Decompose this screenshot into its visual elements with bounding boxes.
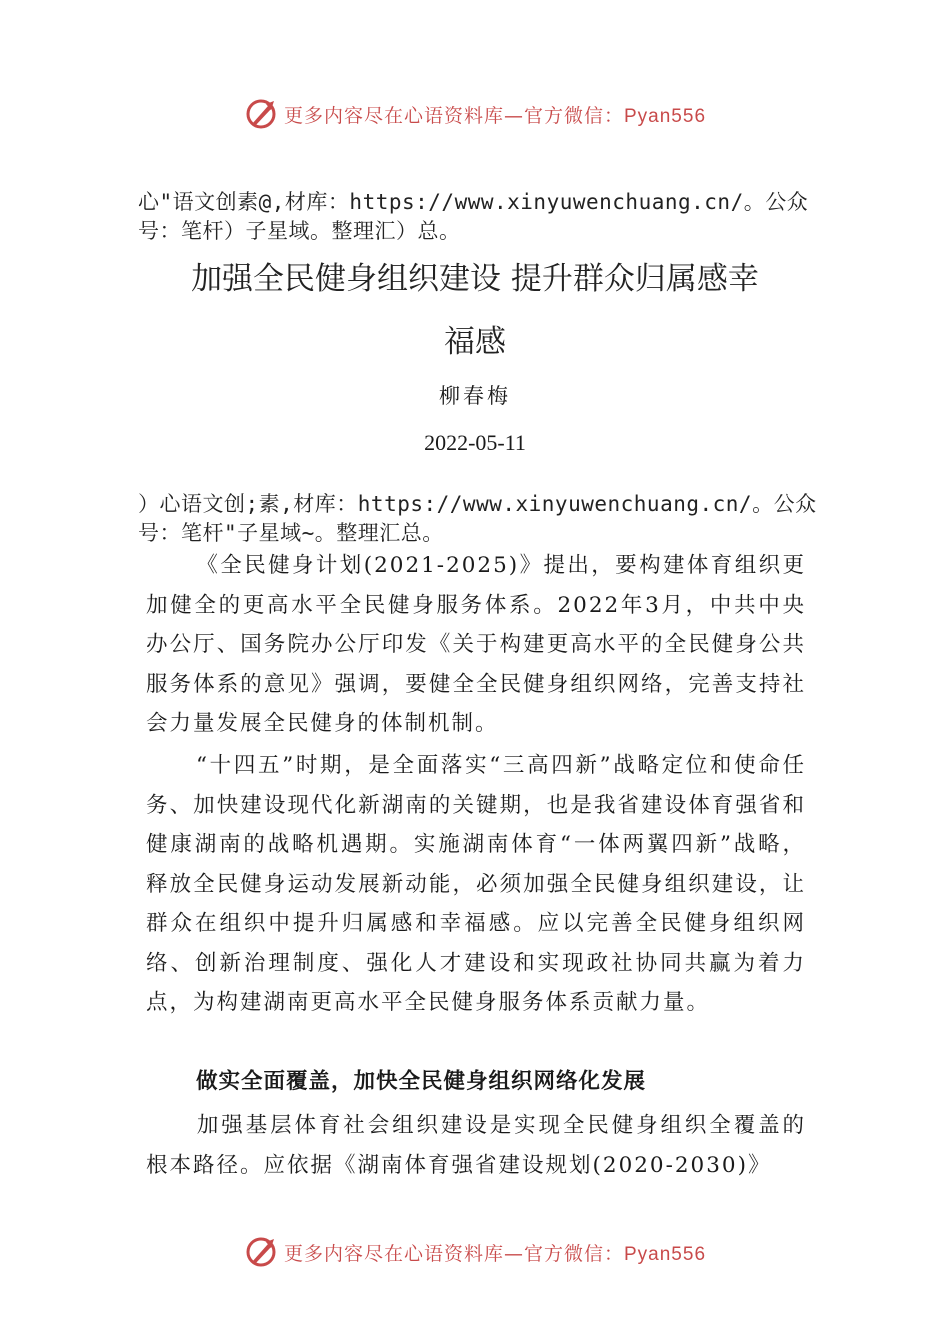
banner-text <box>284 101 706 128</box>
footer-banner-text <box>284 1239 706 1266</box>
watermark-text-1: 心"语文创素@,材库：https://www.xinyuwenchuang.cn/。公众号：笔杆）子星域。整理汇）总。 <box>138 190 809 243</box>
footer-banner <box>0 1232 950 1272</box>
quill-seal-icon <box>244 1235 278 1269</box>
paragraph-1 <box>146 546 806 744</box>
footer-banner-label: 更多内容尽在心语资料库—官方微信： <box>283 1242 624 1265</box>
title-line-2: 福感 <box>444 324 506 360</box>
watermark-text-2: ）心语文创;素,材库：https://www.xinyuwenchuang.cn/。公众号：笔杆"子星域~。整理汇总。 <box>138 492 817 545</box>
paragraph-3-text: 加强基层体育社会组织建设是实现全民健身组织全覆盖的根本路径。应依据《湖南体育强省建设规划(2020-2030)》 <box>146 1113 806 1178</box>
footer-banner-wechat-id: Pyan556 <box>624 1243 707 1265</box>
paragraph-1-text: 《全民健身计划(2021-2025)》提出，要构建体育组织更加健全的更高水平全民健身服务体系。2022年3月，中共中央办公厅、国务院办公厅印发《关于构建更高水平的全民健身公共服务体系的意见》强调，要健全全民健身组织网络，完善支持社会力量发展全民健身的体制机制。 <box>146 553 806 736</box>
quill-seal-icon <box>244 97 278 131</box>
banner-label: 更多内容尽在心语资料库—官方微信： <box>283 104 624 127</box>
header-banner <box>0 94 950 134</box>
paragraph-3 <box>146 1106 806 1185</box>
paragraph-2 <box>146 746 806 1023</box>
author-name: 柳春梅 <box>439 384 511 408</box>
title-line-1: 加强全民健身组织建设 提升群众归属感幸 <box>191 261 759 297</box>
publish-date: 2022-05-11 <box>424 430 526 455</box>
paragraph-2-text: “十四五”时期，是全面落实“三高四新”战略定位和使命任务、加快建设现代化新湖南的关键期，也是我省建设体育强省和健康湖南的战略机遇期。实施湖南体育“一体两翼四新”战略，释放全民健身运动发展新动能，必须加强全民健身组织建设，让群众在组织中提升归属感和幸福感。应以完善全民健身组织网络、创新治理制度、强化人才建设和实现政社协同共赢为着力点，为构建湖南更高水平全民健身服务体系贡献力量。 <box>146 753 806 1015</box>
banner-wechat-id: Pyan556 <box>624 105 707 127</box>
section-heading: 做实全面覆盖，加快全民健身组织网络化发展 <box>196 1069 647 1094</box>
